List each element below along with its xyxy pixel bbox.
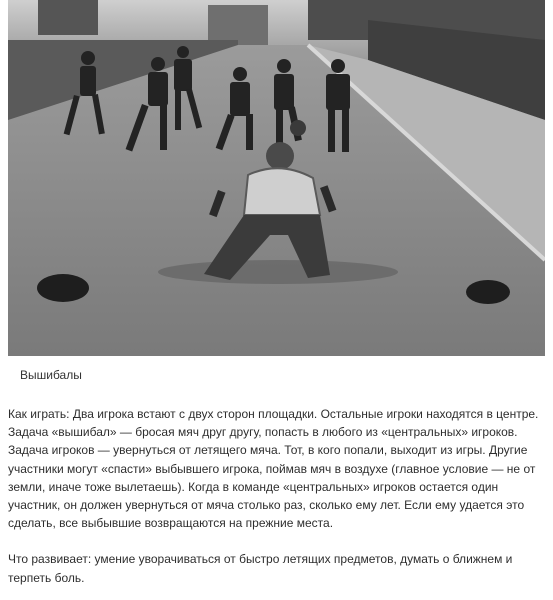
cap-right xyxy=(466,280,510,304)
how-to-play-paragraph: Как играть: Два игрока встают с двух сторон площадки. Остальные игроки находятся в центре. Задача «вышибал» — бросая мяч друг другу, попасть в любого из «центральных» игроков. Задача игроков — увернуться от летящего мяча. Тот, в кого попали, выходит из игры. Другие участники могут «спасти» выбывшего игрока, поймав мяч в воздухе (главное условие — не от земли, иначе тоже вылетаешь). Когда в команде «центральных» игроков остается один участник, он должен увернуться от мяча столько раз, сколько ему лет. Если ему удается это сделать, все выбывшие возвращаются на прежние места. xyxy=(8,407,539,531)
what-develops-paragraph: Что развивает: умение уворачиваться от быстро летящих предметов, думать о ближнем и терпеть боль. xyxy=(8,552,513,585)
article-body xyxy=(8,405,540,587)
trees-left xyxy=(38,0,98,35)
photo-caption: Вышибалы xyxy=(20,368,82,382)
street-game-photo xyxy=(8,0,545,356)
building xyxy=(208,5,268,45)
photo-illustration xyxy=(8,0,545,356)
cap-left xyxy=(37,274,89,302)
ball xyxy=(290,120,306,136)
